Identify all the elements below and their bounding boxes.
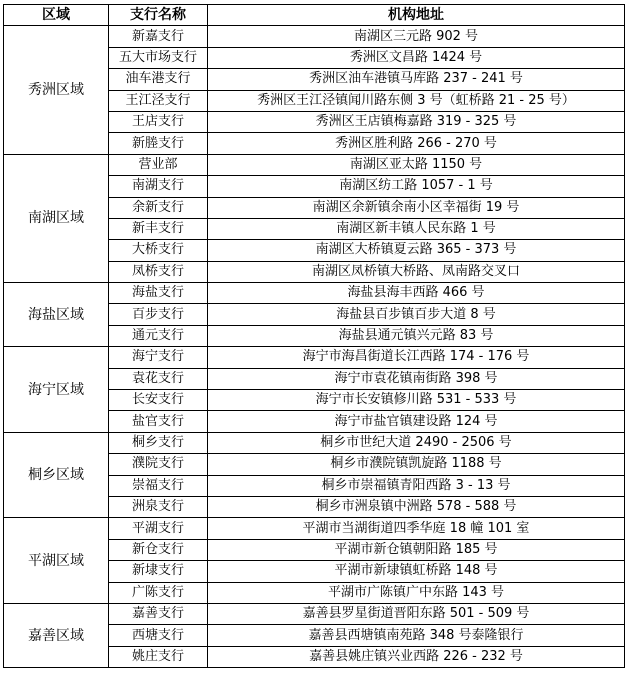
branch-name-cell: 崇福支行 — [109, 475, 208, 496]
address-cell: 南湖区亚太路 1150 号 — [208, 154, 625, 175]
region-cell: 南湖区域 — [4, 154, 109, 282]
branch-name-cell: 平湖支行 — [109, 518, 208, 539]
branch-name-cell: 海宁支行 — [109, 347, 208, 368]
branch-name-cell: 嘉善支行 — [109, 603, 208, 624]
region-cell: 平湖区域 — [4, 518, 109, 604]
branch-name-cell: 新丰支行 — [109, 218, 208, 239]
address-cell: 平湖市当湖街道四季华庭 18 幢 101 室 — [208, 518, 625, 539]
address-cell: 南湖区三元路 902 号 — [208, 26, 625, 47]
address-cell: 平湖市新仓镇朝阳路 185 号 — [208, 539, 625, 560]
branch-name-cell: 桐乡支行 — [109, 432, 208, 453]
address-cell: 南湖区大桥镇夏云路 365 - 373 号 — [208, 240, 625, 261]
branch-name-cell: 新嘉支行 — [109, 26, 208, 47]
branch-name-cell: 王江泾支行 — [109, 90, 208, 111]
branch-name-cell: 王店支行 — [109, 111, 208, 132]
region-cell: 嘉善区域 — [4, 603, 109, 667]
header-address: 机构地址 — [208, 5, 625, 26]
region-cell: 海盐区域 — [4, 283, 109, 347]
address-cell: 南湖区新丰镇人民东路 1 号 — [208, 218, 625, 239]
branch-name-cell: 凤桥支行 — [109, 261, 208, 282]
branch-name-cell: 新埭支行 — [109, 561, 208, 582]
table-row — [4, 518, 625, 539]
branch-name-cell: 大桥支行 — [109, 240, 208, 261]
branch-name-cell: 海盐支行 — [109, 283, 208, 304]
branch-name-cell: 濮院支行 — [109, 454, 208, 475]
region-cell: 桐乡区域 — [4, 432, 109, 518]
address-cell: 嘉善县西塘镇南苑路 348 号泰隆银行 — [208, 625, 625, 646]
branch-name-cell: 余新支行 — [109, 197, 208, 218]
header-region: 区域 — [4, 5, 109, 26]
table-row — [4, 603, 625, 624]
branch-name-cell: 油车港支行 — [109, 69, 208, 90]
address-cell: 秀洲区王店镇梅嘉路 319 - 325 号 — [208, 111, 625, 132]
branch-name-cell: 通元支行 — [109, 325, 208, 346]
header-branch-name: 支行名称 — [109, 5, 208, 26]
address-cell: 海宁市袁花镇南街路 398 号 — [208, 368, 625, 389]
branch-name-cell: 五大市场支行 — [109, 47, 208, 68]
table-row — [4, 283, 625, 304]
branch-name-cell: 西塘支行 — [109, 625, 208, 646]
address-cell: 海盐县海丰西路 466 号 — [208, 283, 625, 304]
branch-name-cell: 袁花支行 — [109, 368, 208, 389]
address-cell: 秀洲区胜利路 266 - 270 号 — [208, 133, 625, 154]
address-cell: 桐乡市世纪大道 2490 - 2506 号 — [208, 432, 625, 453]
address-cell: 秀洲区文昌路 1424 号 — [208, 47, 625, 68]
branch-name-cell: 百步支行 — [109, 304, 208, 325]
table-body — [4, 26, 625, 668]
address-cell: 南湖区余新镇余南小区幸福街 19 号 — [208, 197, 625, 218]
table-row — [4, 432, 625, 453]
address-cell: 桐乡市洲泉镇中洲路 578 - 588 号 — [208, 496, 625, 517]
address-cell: 平湖市广陈镇广中东路 143 号 — [208, 582, 625, 603]
table-row — [4, 347, 625, 368]
address-cell: 南湖区纺工路 1057 - 1 号 — [208, 176, 625, 197]
table-row — [4, 26, 625, 47]
address-cell: 海宁市盐官镇建设路 124 号 — [208, 411, 625, 432]
branch-name-cell: 新仓支行 — [109, 539, 208, 560]
address-cell: 桐乡市濮院镇凯旋路 1188 号 — [208, 454, 625, 475]
address-cell: 海盐县百步镇百步大道 8 号 — [208, 304, 625, 325]
address-cell: 桐乡市崇福镇青阳西路 3 - 13 号 — [208, 475, 625, 496]
address-cell: 南湖区凤桥镇大桥路、凤南路交叉口 — [208, 261, 625, 282]
address-cell: 海宁市海昌街道长江西路 174 - 176 号 — [208, 347, 625, 368]
branch-name-cell: 姚庄支行 — [109, 646, 208, 667]
branch-name-cell: 南湖支行 — [109, 176, 208, 197]
header-row — [4, 5, 625, 26]
address-cell: 秀洲区王江泾镇闻川路东侧 3 号（虹桥路 21 - 25 号） — [208, 90, 625, 111]
address-cell: 海宁市长安镇修川路 531 - 533 号 — [208, 390, 625, 411]
region-cell: 海宁区域 — [4, 347, 109, 433]
branch-name-cell: 新塍支行 — [109, 133, 208, 154]
branch-name-cell: 营业部 — [109, 154, 208, 175]
table-row — [4, 154, 625, 175]
branch-name-cell: 盐官支行 — [109, 411, 208, 432]
address-cell: 秀洲区油车港镇马库路 237 - 241 号 — [208, 69, 625, 90]
address-cell: 嘉善县姚庄镇兴业西路 226 - 232 号 — [208, 646, 625, 667]
branch-name-cell: 广陈支行 — [109, 582, 208, 603]
branch-address-table — [3, 4, 625, 668]
branch-name-cell: 洲泉支行 — [109, 496, 208, 517]
address-cell: 嘉善县罗星街道晋阳东路 501 - 509 号 — [208, 603, 625, 624]
address-cell: 平湖市新埭镇虹桥路 148 号 — [208, 561, 625, 582]
address-cell: 海盐县通元镇兴元路 83 号 — [208, 325, 625, 346]
branch-name-cell: 长安支行 — [109, 390, 208, 411]
region-cell: 秀洲区域 — [4, 26, 109, 154]
